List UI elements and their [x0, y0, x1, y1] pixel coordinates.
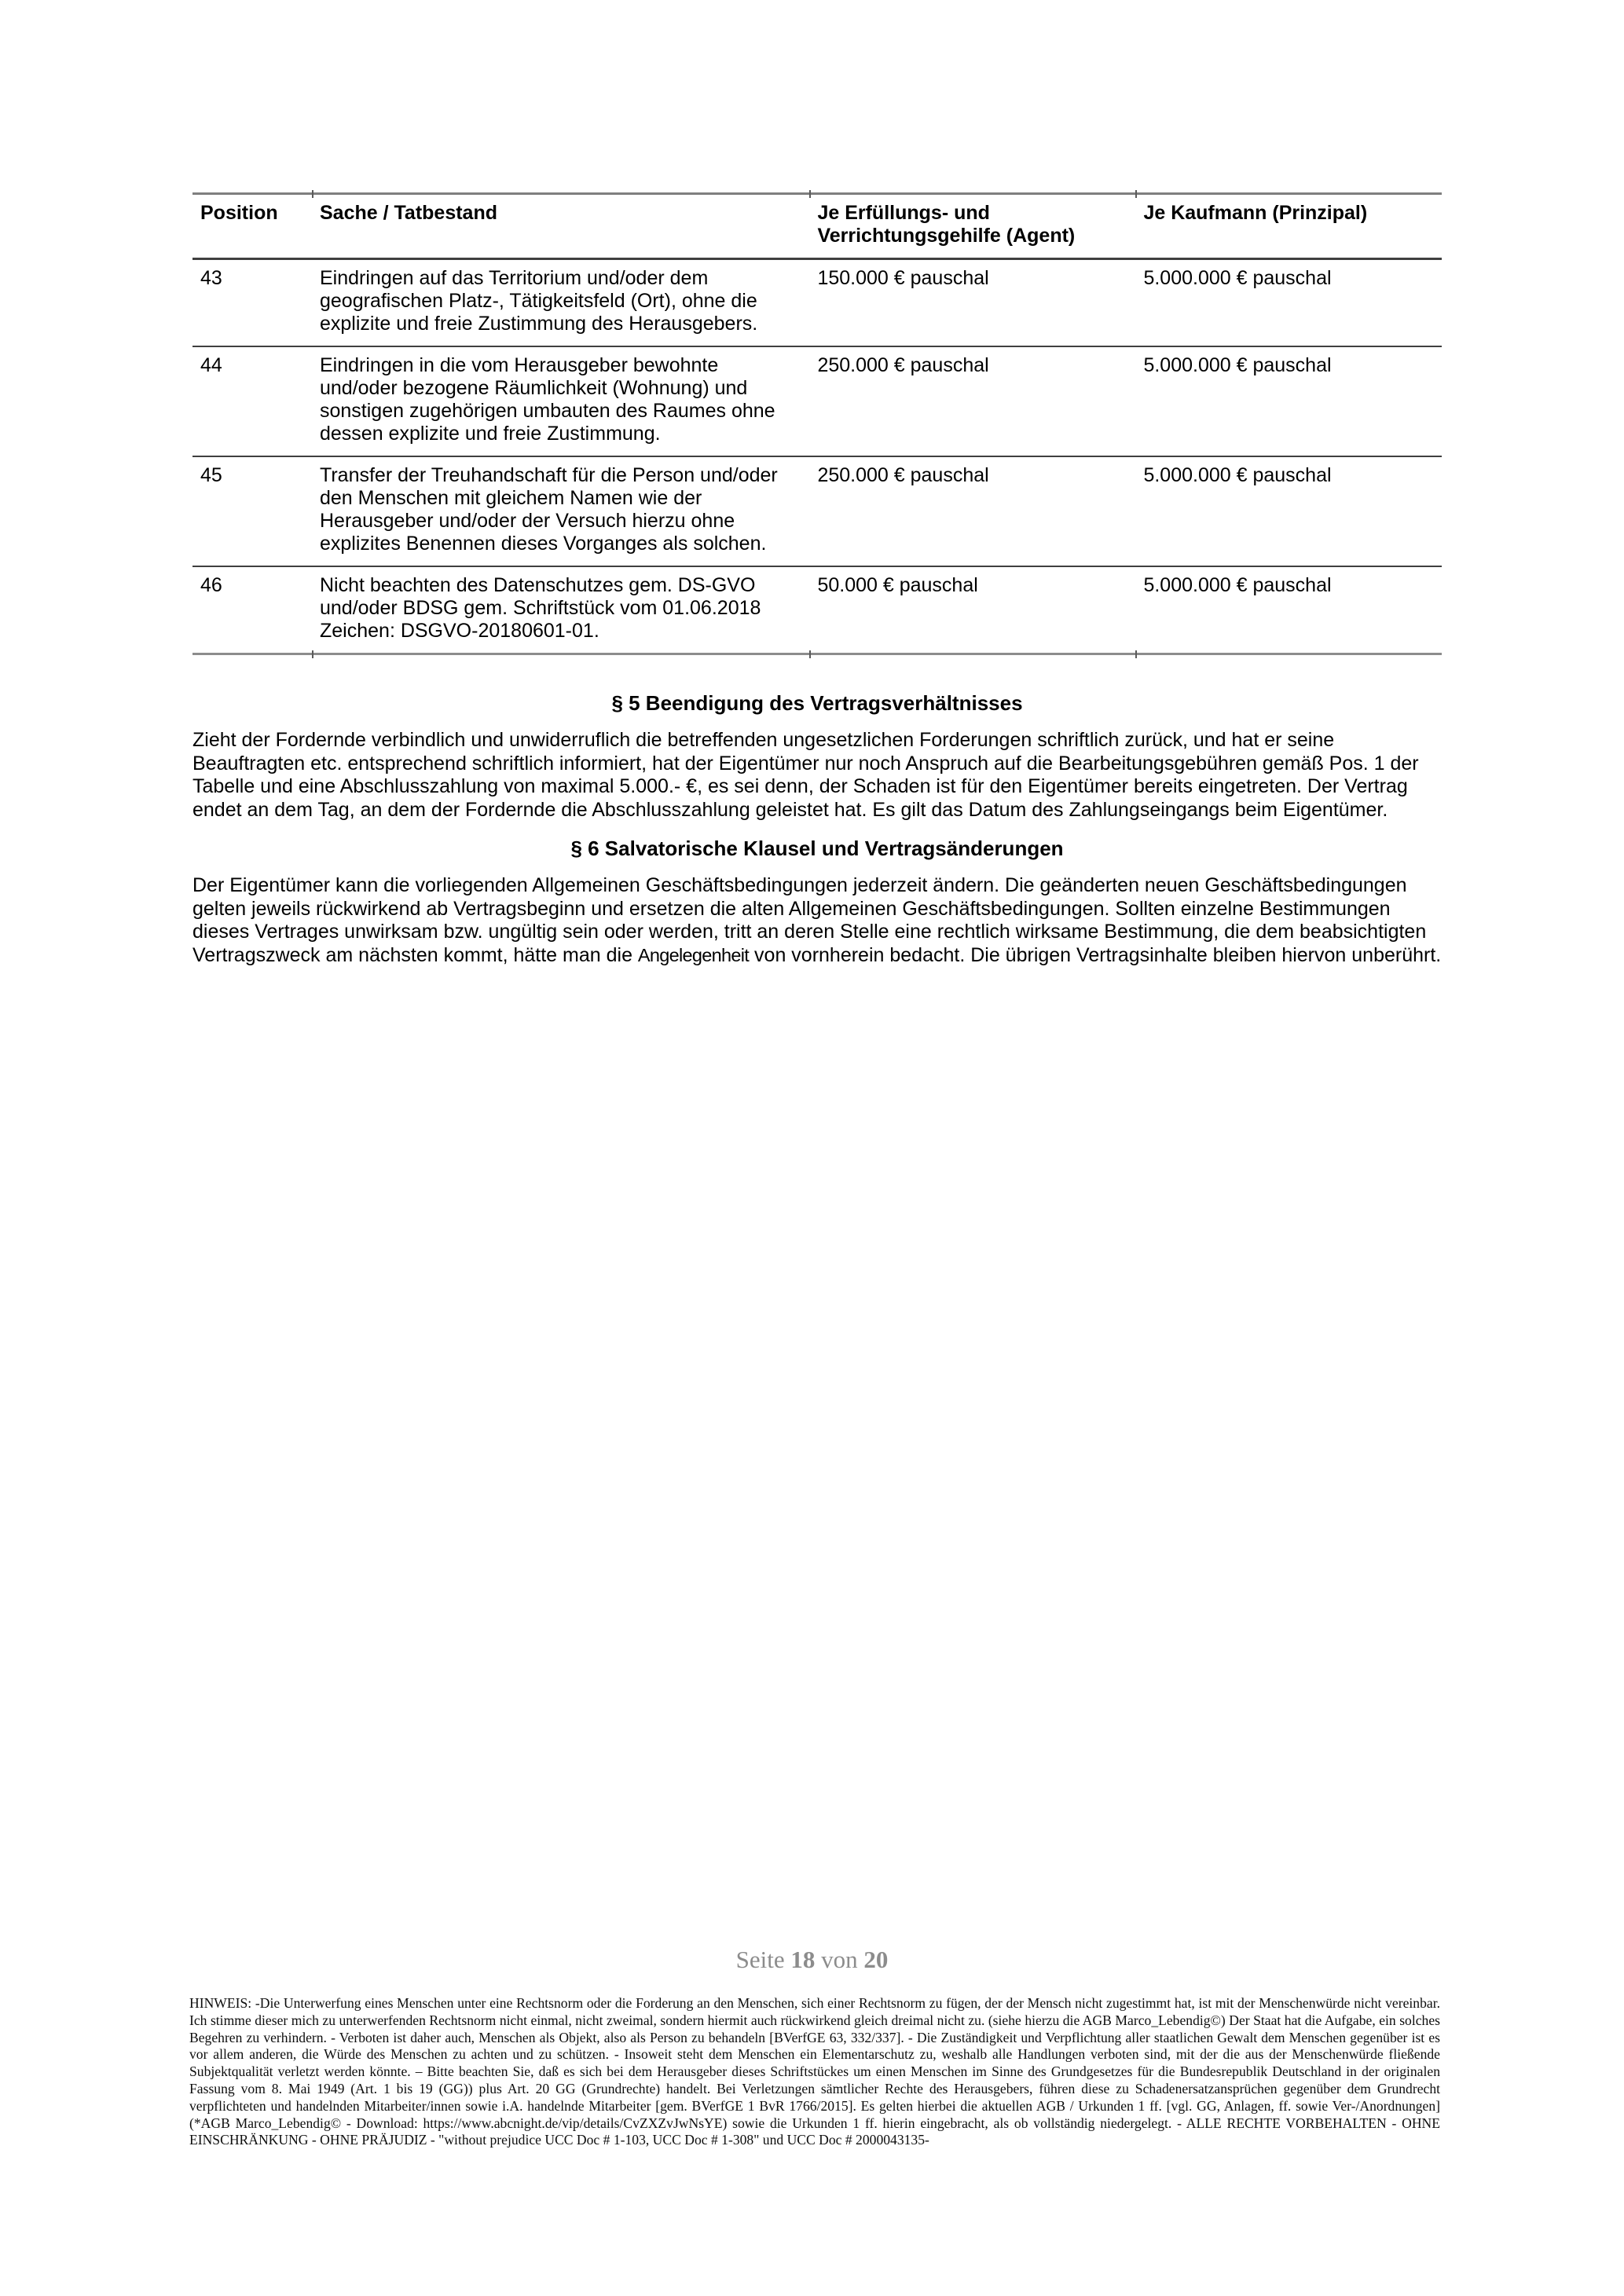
column-divider-tick — [809, 650, 811, 658]
table-row — [192, 259, 1442, 347]
sache-cell: Transfer der Treuhandschaft für die Person und/oder den Menschen mit gleichem Namen wie der Herausgeber und/oder der Versuch hierzu ohne explizites Benennen dieses Vorganges als solchen. — [312, 456, 809, 566]
page-number — [0, 1946, 1624, 1974]
prinzipal-amount-cell: 5.000.000 € pauschal — [1135, 566, 1442, 654]
section-5-paragraph: Zieht der Fordernde verbindlich und unwiderruflich die betreffenden ungesetzlichen Forderungen schriftlich zurück, und hat er seine Beauftragten etc. entsprechend schriftlich informiert, hat der Eigentümer nur noch Anspruch auf die Bearbeitungsgebühren gemäß Pos. 1 der Tabelle und eine Abschlusszahlung von maximal 5.000.- €, es sei denn, der Schaden ist für den Eigentümer bereits eingetreten. Der Vertrag endet an dem Tag, an dem der Fordernde die Abschlusszahlung geleistet hat. Es gilt das Datum des Zahlungseingangs beim Eigentümer. — [192, 729, 1419, 821]
table-row — [192, 566, 1442, 654]
section-5-heading: § 5 Beendigung des Vertragsverhältnisses — [611, 691, 1023, 715]
table-row — [192, 456, 1442, 566]
page-number-total: 20 — [863, 1946, 889, 1973]
section-6-text-part1: Der Eigentümer kann die vorliegenden Allgemeinen Geschäftsbedingungen jederzeit ändern. Die geänderten neuen Geschäftsbedingungen gelten jeweils rückwirkend ab Vertragsbeginn und ersetzen die alten Allgemeinen Geschäftsbedingungen. Sollten einzelne Bestimmungen dieses Vertrages unwirksam bzw. ungültig sein oder werden, tritt an deren Stelle eine rechtlich wirksame Bestimmung, die dem beabsichtigten Vertragszweck am nächsten kommt, hätte man die — [192, 874, 1427, 966]
page-number-prefix: Seite — [735, 1946, 785, 1973]
agent-amount-cell: 250.000 € pauschal — [809, 346, 1135, 456]
prinzipal-amount-cell: 5.000.000 € pauschal — [1135, 456, 1442, 566]
sache-cell: Eindringen in die vom Herausgeber bewohnte und/oder bezogene Räumlichkeit (Wohnung) und sonstigen zugehörigen umbauten des Raumes ohne dessen explizite und freie Zustimmung. — [312, 346, 809, 456]
column-divider-tick — [312, 650, 313, 658]
prinzipal-amount-cell: 5.000.000 € pauschal — [1143, 267, 1332, 289]
prinzipal-amount-cell: 5.000.000 € pauschal — [1135, 346, 1442, 456]
col-header-agent: Je Erfüllungs- und Verrichtungsgehilfe (Agent) — [809, 194, 1135, 259]
legal-notice — [189, 1995, 1440, 2149]
sache-cell: Eindringen auf das Territorium und/oder dem geografischen Platz-, Tätigkeitsfeld (Ort), ohne die explizite und freie Zustimmung des Herausgebers. — [320, 267, 758, 335]
page-number-current: 18 — [790, 1946, 816, 1973]
page-number-middle: von — [821, 1946, 858, 1973]
section-6-paragraph — [192, 874, 1442, 967]
legal-notice-text-part1: HINWEIS: -Die Unterwerfung eines Menschen unter eine Rechtsnorm oder die Forderung an den Menschen, sich einer Rechtsnorm zu fügen, der der Mensch nicht zugestimmt hat, ist mit der Menschenwürde nicht vereinbar. Ich stimme dieser mich zu unterwerfenden Rechtsnorm nicht einmal, nicht zweimal, sondern hiermit auch rückwirkend gleich dreimal nicht zu. (siehe hierzu die AGB Marco_Lebendig©) Der Staat hat die Aufgabe, ein solches Begehren zu verhindern. - Verboten ist daher auch, Menschen als Objekt, also als Person zu behandeln [BVerfGE 63, 332/337]. - Die Zuständigkeit und Verpflichtung aller staatlichen Gewalt dem Menschen gegenüber ist es vor allem anderen, die Würde des Menschen zu achten und zu schützen. - Insoweit steht dem Menschen ein Elementarschutz zu, weshalb alle Handlungen verboten sind, mit der die aus der Menschenwürde fließende Subjektqualität verletzt werden könnte. – Bitte beachten Sie, daß es sich bei dem Herausgeber dieses Schriftstückes um einen Menschen im Sinne des Grundgesetzes für die Bundesrepublik Deutschland in der originalen Fassung vom 8. Mai 1949 (Art. 1 bis 19 (GG)) plus Art. 20 GG (Grundrechte) handelt. Bei Verletzungen sämtlicher Rechte des Herausgebers, führen diese zu Schadenersatzansprüchen gegenüber dem Grundrecht verpflichteten und handelnden Mitarbeiter/innen sowie i.A. handelnde Mitarbeiter [gem. BVerfGE 1 BvR 1766/2015]. Es gelten hierbei die aktuellen AGB / Urkunden 1 ff. [vgl. GG, Anlagen, ff. sowie Ver-/Anordnungen] (*AGB Marco_Lebendig© - Download: — [189, 1995, 1440, 2131]
table-row — [192, 346, 1442, 456]
column-divider-tick — [1135, 650, 1137, 658]
col-header-position: Position — [192, 194, 312, 259]
legal-notice-url: https://www.abcnight.de/vip/details/CvZXZvJwNsYE) — [423, 2115, 728, 2131]
position-cell: 43 — [200, 267, 222, 289]
penalty-table-wrap — [192, 192, 1442, 655]
agent-amount-cell: 150.000 € pauschal — [817, 267, 989, 289]
section-6-text-part2: von vornherein bedacht. Die übrigen Vertragsinhalte bleiben hiervon unberührt. — [749, 943, 1442, 966]
column-divider-tick — [1135, 190, 1137, 198]
position-cell: 46 — [192, 566, 312, 654]
position-cell: 44 — [192, 346, 312, 456]
position-cell: 45 — [192, 456, 312, 566]
column-divider-tick — [312, 190, 313, 198]
document-content — [192, 192, 1442, 967]
agent-amount-cell: 50.000 € pauschal — [809, 566, 1135, 654]
table-header-row — [192, 194, 1442, 259]
penalty-table — [192, 192, 1442, 655]
agent-amount-cell: 250.000 € pauschal — [809, 456, 1135, 566]
legal-notice-text-part2: sowie die Urkunden 1 ff. hierin eingebracht, als ob vollständig niedergelegt. - ALLE RECHTE VORBEHALTEN - OHNE EINSCHRÄNKUNG - OHNE PRÄJUDIZ - "without prejudice UCC Doc # 1-103, UCC Doc # 1-308" und UCC Doc # 2000043135- — [189, 2115, 1440, 2148]
section-6-altfont-word: Angelegenheit — [637, 944, 750, 965]
sache-cell: Nicht beachten des Datenschutzes gem. DS-GVO und/oder BDSG gem. Schriftstück vom 01.06.2018 Zeichen: DSGVO-20180601-01. — [312, 566, 809, 654]
col-header-sache: Sache / Tatbestand — [312, 194, 809, 259]
column-divider-tick — [809, 190, 811, 198]
col-header-prinzipal: Je Kaufmann (Prinzipal) — [1135, 194, 1442, 259]
section-6-heading: § 6 Salvatorische Klausel und Vertragsänderungen — [570, 837, 1064, 860]
